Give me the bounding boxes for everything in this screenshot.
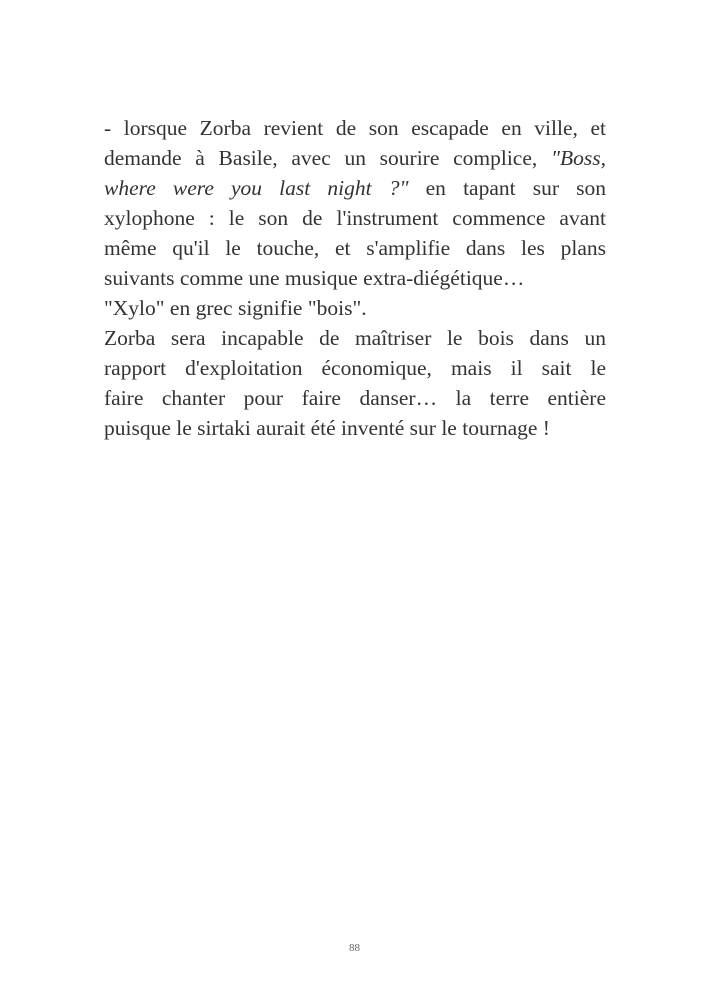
- text-line: [104, 323, 606, 353]
- text-line: [104, 383, 606, 413]
- text-line: [104, 413, 606, 443]
- page-number: 88: [349, 942, 360, 954]
- text-line: [104, 293, 606, 323]
- text-line: [104, 353, 606, 383]
- text-run: en tapant sur son: [425, 176, 607, 200]
- text-line: [104, 203, 606, 233]
- text-run: Zorba sera incapable de maîtriser le bois dans un: [104, 326, 606, 350]
- text-run: suivants comme une musique extra-diégétique…: [104, 266, 525, 290]
- text-line: [104, 263, 606, 293]
- quoted-dialogue: "Boss,: [550, 146, 606, 170]
- text-run: rapport d'exploitation économique, mais il sait le: [104, 356, 606, 380]
- text-run: même qu'il le touche, et s'amplifie dans les plans: [104, 236, 606, 260]
- text-line: [104, 233, 606, 263]
- text-run: demande à Basile, avec un sourire complice,: [104, 146, 551, 170]
- text-run: faire chanter pour faire danser… la terre entière: [104, 386, 606, 410]
- text-run: xylophone : le son de l'instrument commence avant: [104, 206, 606, 230]
- text-run: puisque le sirtaki aurait été inventé sur le tournage !: [104, 416, 550, 440]
- text-run: - lorsque Zorba revient de son escapade en ville, et: [104, 116, 606, 140]
- quoted-dialogue: where were you last night ?": [104, 176, 409, 200]
- text-run: "Xylo" en grec signifie "bois".: [104, 296, 367, 320]
- text-line: [104, 173, 606, 203]
- body-text: [104, 113, 606, 443]
- text-line: [104, 113, 606, 143]
- text-line: [104, 143, 606, 173]
